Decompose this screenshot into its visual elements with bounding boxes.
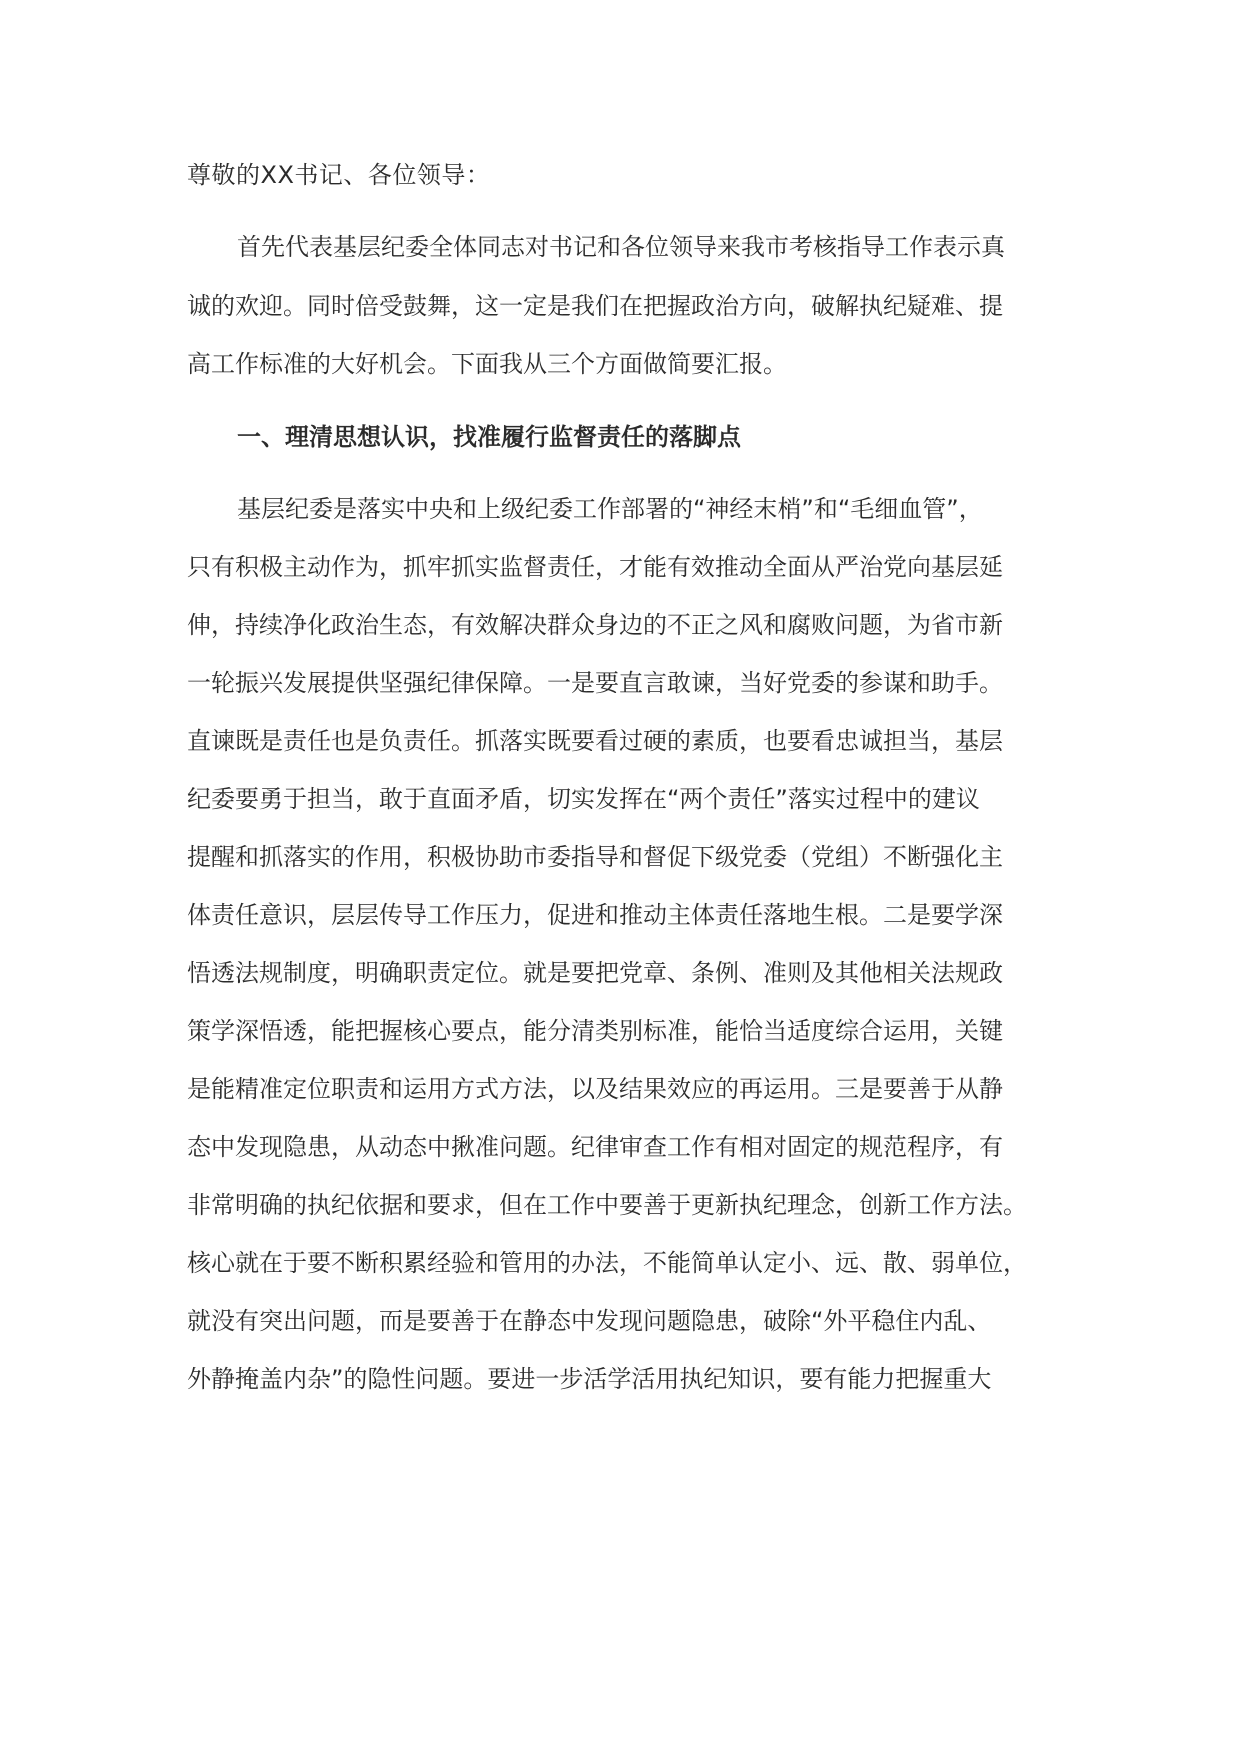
intro-line: 高工作标准的大好机会。下面我从三个方面做简要汇报。	[187, 350, 787, 378]
body-line: 伸，持续净化政治生态，有效解决群众身边的不正之风和腐败问题，为省市新	[187, 611, 1003, 639]
intro-line: 首先代表基层纪委全体同志对书记和各位领导来我市考核指导工作表示真	[237, 233, 1005, 261]
body-line: 直谏既是责任也是负责任。抓落实既要看过硬的素质，也要看忠诚担当，基层	[187, 727, 1003, 755]
body-line: 提醒和抓落实的作用，积极协助市委指导和督促下级党委（党组）不断强化主	[187, 843, 1003, 871]
body-line: 外静掩盖内杂”的隐性问题。要进一步活学活用执纪知识，要有能力把握重大	[187, 1365, 992, 1393]
body-line: 态中发现隐患，从动态中揪准问题。纪律审查工作有相对固定的规范程序，有	[187, 1133, 1003, 1161]
greeting-line: 尊敬的XX书记、各位领导：	[187, 161, 491, 189]
intro-line: 诚的欢迎。同时倍受鼓舞，这一定是我们在把握政治方向，破解执纪疑难、提	[187, 292, 1003, 320]
body-line: 体责任意识，层层传导工作压力，促进和推动主体责任落地生根。二是要学深	[187, 901, 1003, 929]
body-line: 一轮振兴发展提供坚强纪律保障。一是要直言敢谏，当好党委的参谋和助手。	[187, 669, 1003, 697]
body-line: 核心就在于要不断积累经验和管用的办法，不能简单认定小、远、散、弱单位，	[187, 1249, 1027, 1277]
body-line: 是能精准定位职责和运用方式方法，以及结果效应的再运用。三是要善于从静	[187, 1075, 1003, 1103]
body-line: 纪委要勇于担当，敢于直面矛盾，切实发挥在“两个责任”落实过程中的建议	[187, 785, 980, 813]
body-line: 策学深悟透，能把握核心要点，能分清类别标准，能恰当适度综合运用，关键	[187, 1017, 1003, 1045]
body-line: 就没有突出问题，而是要善于在静态中发现问题隐患，破除“外平稳住内乱、	[187, 1307, 992, 1335]
body-line: 只有积极主动作为，抓牢抓实监督责任，才能有效推动全面从严治党向基层延	[187, 553, 1003, 581]
body-line: 基层纪委是落实中央和上级纪委工作部署的“神经末梢”和“毛细血管”，	[237, 495, 983, 523]
section-heading: 一、理清思想认识，找准履行监督责任的落脚点	[237, 423, 741, 451]
body-line: 非常明确的执纪依据和要求，但在工作中要善于更新执纪理念，创新工作方法。	[187, 1191, 1027, 1219]
body-line: 悟透法规制度，明确职责定位。就是要把党章、条例、准则及其他相关法规政	[187, 959, 1003, 987]
